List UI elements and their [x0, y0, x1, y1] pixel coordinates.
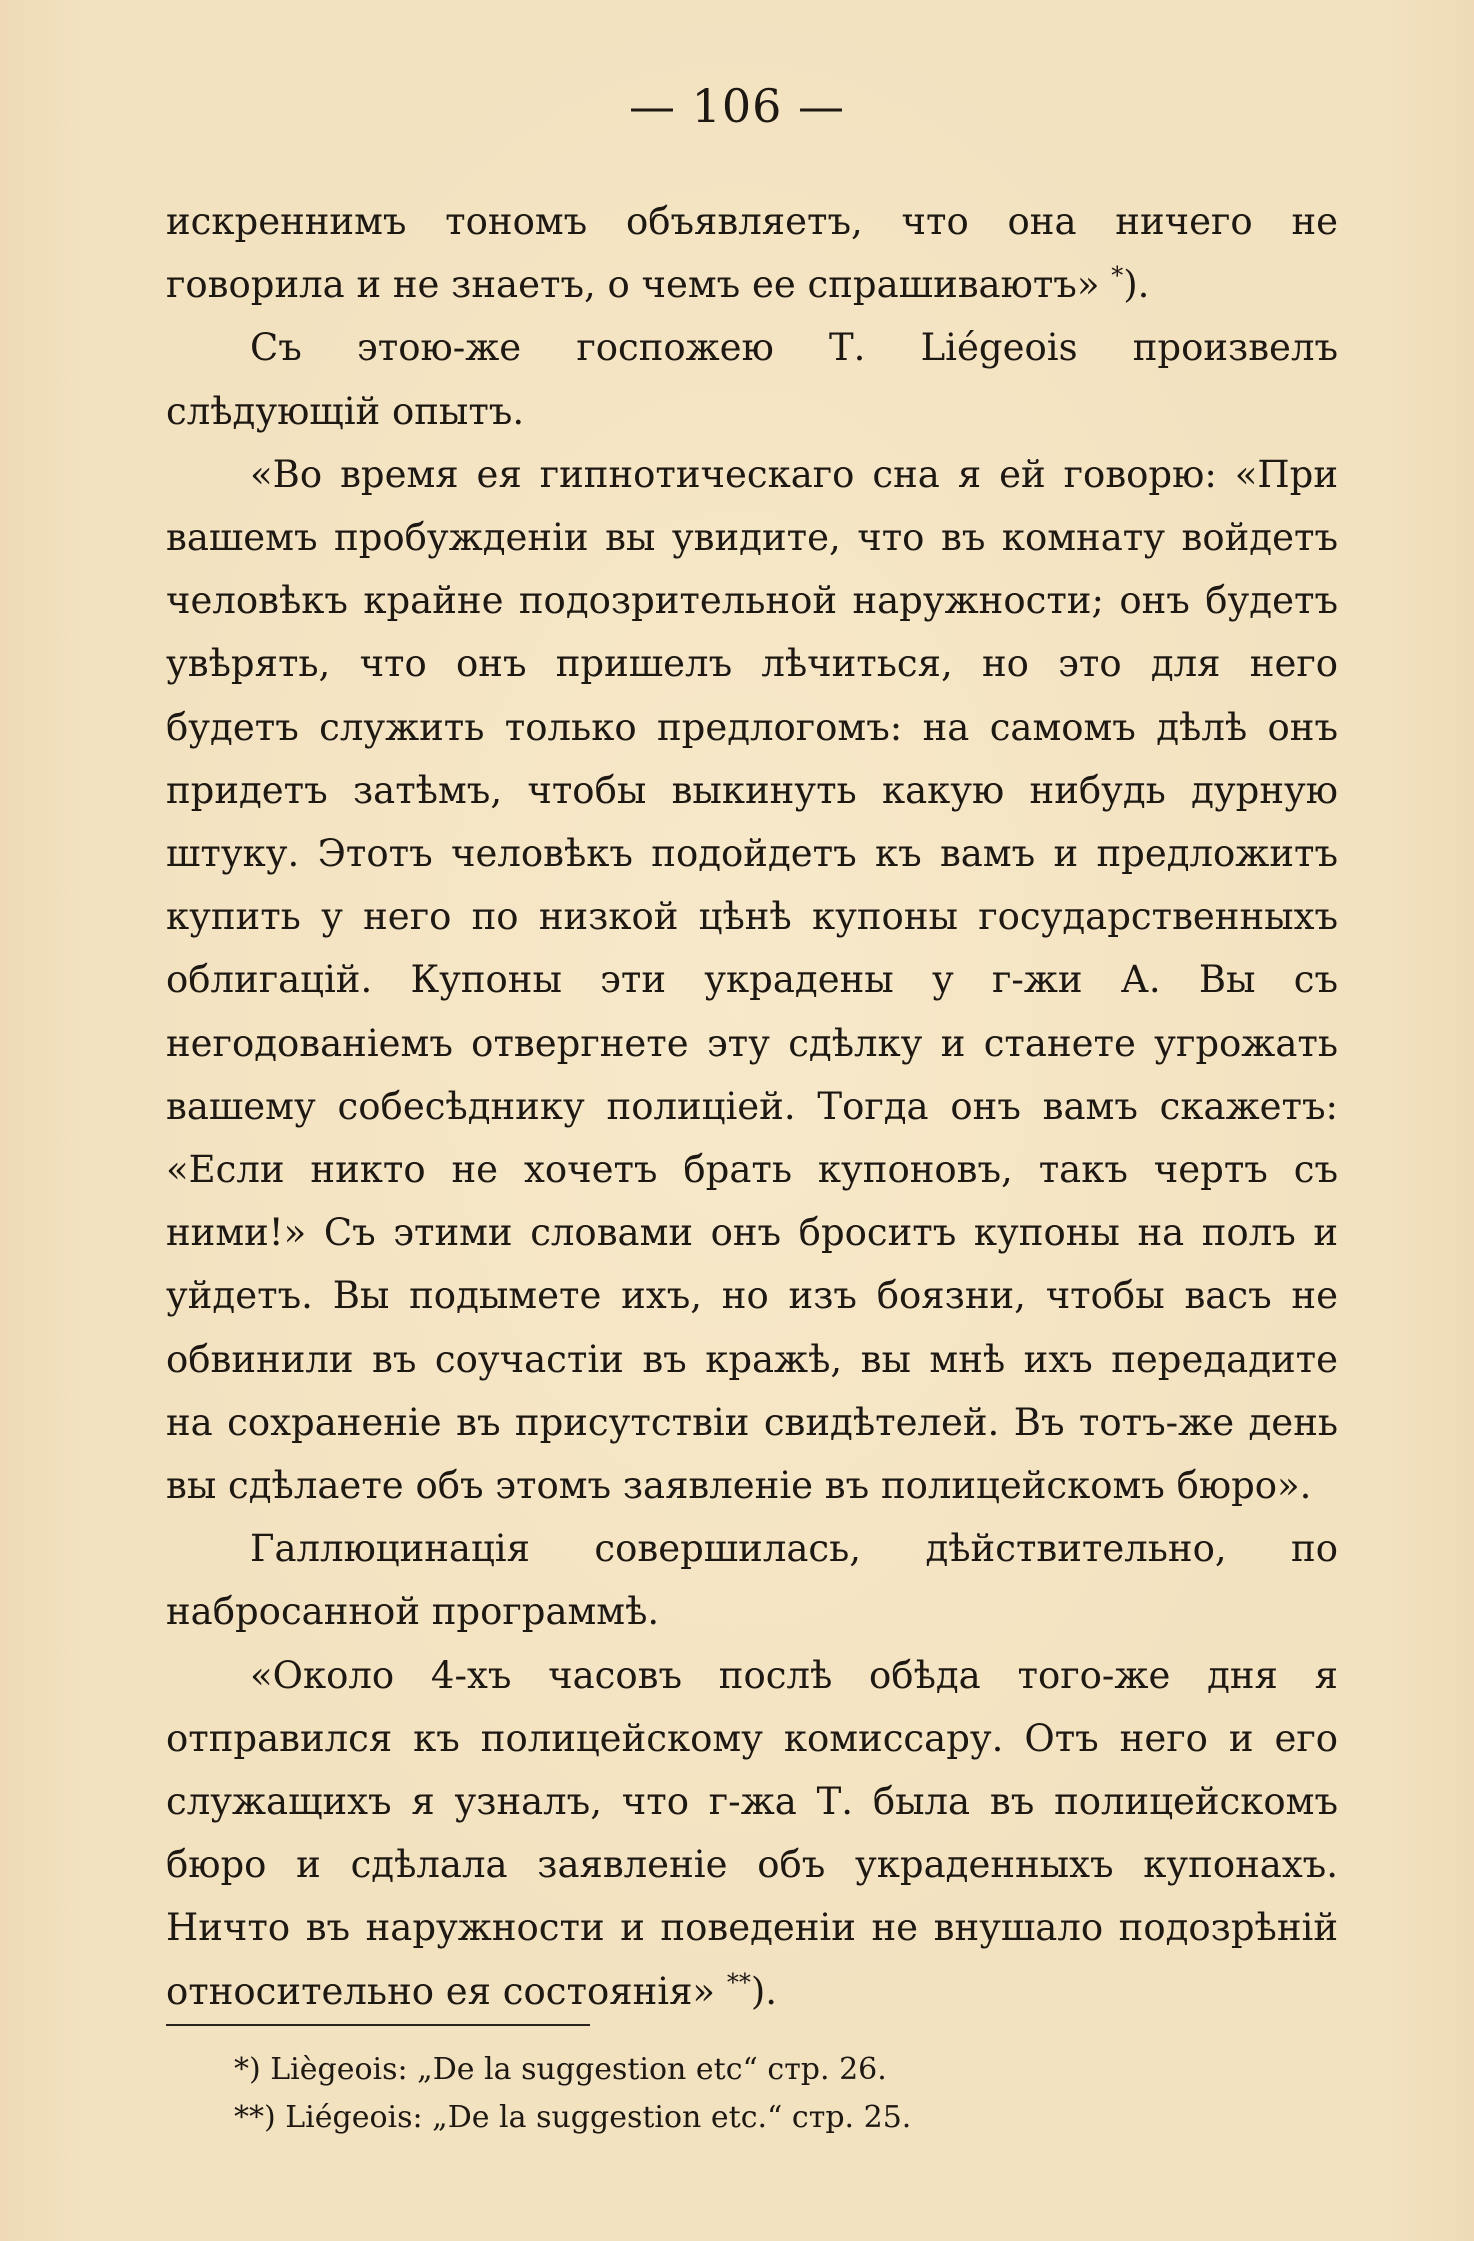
marker-suffix: ). — [1123, 263, 1150, 307]
main-text — [166, 190, 1338, 2023]
paragraph-text: искреннимъ тономъ объявляетъ, что она ничего не говорила и не знаетъ, о чемъ ее спрашиваютъ» — [166, 200, 1338, 307]
paragraph-continuation — [166, 190, 1338, 316]
footnote-1: *) Liègeois: „De la suggestion etc“ стр. 26. — [234, 2052, 887, 2087]
paragraph: Съ этою-же госпожею Т. Liégeois произвелъ слѣдующій опытъ. — [166, 326, 1338, 433]
paragraph-with-footnote — [166, 1644, 1338, 2023]
footnote-divider — [166, 2024, 590, 2026]
paragraph-text: «Около 4-хъ часовъ послѣ обѣда того-же дня я отправился къ полицейскому комиссару. Отъ него и его служащихъ я узналъ, что г-жа Т. была въ полицейскомъ бюро и сдѣлала заявленіе объ украденныхъ купонахъ. Ничто въ наружности и поведеніи не внушало подозрѣній относительно ея состоянія» — [166, 1653, 1338, 2013]
footnotes — [234, 2046, 1334, 2142]
marker-suffix: ). — [750, 1969, 778, 2013]
footnote-marker-1: * — [1111, 261, 1124, 290]
paragraph: Галлюцинація совершилась, дѣйствительно, по набросанной программѣ. — [166, 1527, 1338, 1634]
footnote-2: **) Liégeois: „De la suggestion etc.“ стр. 25. — [234, 2100, 912, 2135]
footnote-marker-2: ** — [726, 1968, 751, 1997]
page-number: — 106 — — [628, 79, 846, 133]
paragraph: «Во время ея гипнотическаго сна я ей говорю: «При вашемъ пробужденіи вы увидите, что въ комнату войдетъ человѣкъ крайне подозрительной наружности; онъ будетъ увѣрять, что онъ пришелъ лѣчиться, но это для него будетъ служить только предлогомъ: на самомъ дѣлѣ онъ придетъ затѣмъ, чтобы выкинуть какую нибудь дурную штуку. Этотъ человѣкъ подойдетъ къ вамъ и предложитъ купить у него по низкой цѣнѣ купоны государственныхъ облигацій. Купоны эти украдены у г-жи А. Вы съ негодованіемъ отвергнете эту сдѣлку и станете угрожать вашему собесѣднику полиціей. Тогда онъ вамъ скажетъ: «Если никто не хочетъ брать купоновъ, такъ чертъ съ ними!» Съ этими словами онъ броситъ купоны на полъ и уйдетъ. Вы подымете ихъ, но изъ боязни, чтобы васъ не обвинили въ соучастіи въ кражѣ, вы мнѣ ихъ передадите на сохраненіе въ присутствіи свидѣтелей. Въ тотъ-же день вы сдѣлаете объ этомъ заявленіе въ полицейскомъ бюро». — [166, 452, 1338, 1508]
